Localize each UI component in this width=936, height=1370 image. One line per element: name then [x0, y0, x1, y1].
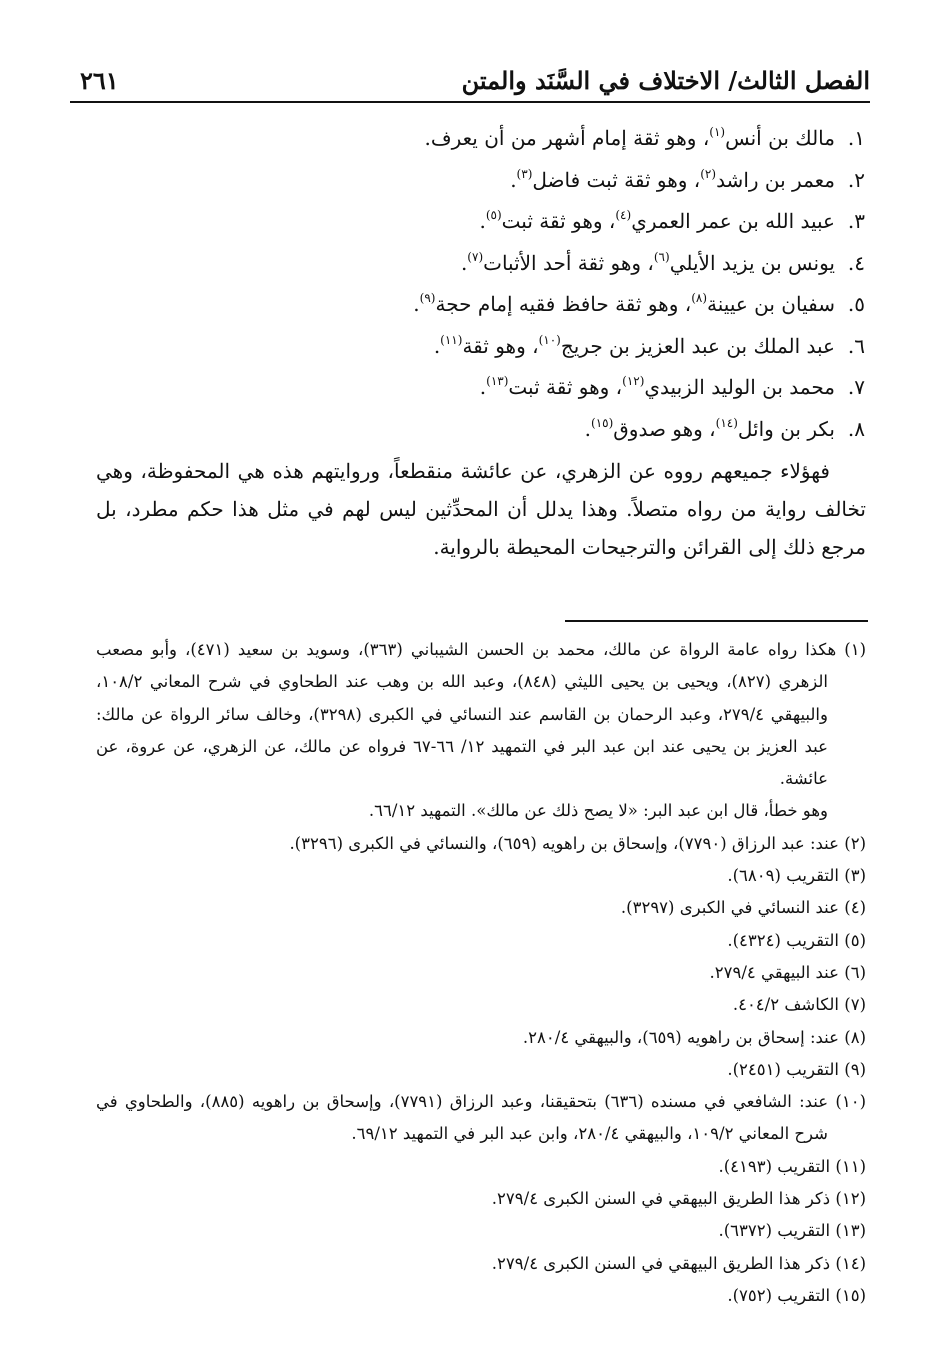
narrators-list — [90, 118, 865, 450]
body-paragraph: فهؤلاء جميعهم رووه عن الزهري، عن عائشة منقطعاً، وروايتهم هذه هي المحفوظة، وهي تخالف رواية من رواه متصلاً. وهذا يدلل أن المحدِّثين ليس لهم في مثل هذا حكم مطرد، بل مرجع ذلك إلى القرائن والترجيحات المحيطة بالرواية. — [96, 459, 866, 559]
narrator-grade: ، وهو ثقة — [462, 333, 539, 358]
item-number: ١. — [847, 126, 865, 150]
footnote: (٩) التقريب (٢٤٥١). — [727, 1059, 866, 1079]
page-number: ٢٦١ — [80, 66, 119, 95]
footnote-divider — [565, 620, 868, 622]
list-item — [90, 409, 865, 451]
footnote: (١٢) ذكر هذا الطريق البيهقي في السنن الكبرى ٢٧٩/٤. — [491, 1189, 866, 1209]
narrator-name: عبد الملك بن عبد العزيز بن جريج — [560, 333, 835, 358]
item-number: ٤. — [847, 250, 865, 275]
footnote: (٤) عند النسائي في الكبرى (٣٢٩٧). — [620, 898, 866, 918]
footnote: (١٥) التقريب (٧٥٢). — [727, 1285, 866, 1305]
list-item — [90, 160, 865, 202]
narrator-grade: ، وهو صدوق — [613, 416, 716, 441]
footnote: (٨) عند: إسحاق بن راهويه (٦٥٩)، والبيهقي ٢٨٠/٤. — [522, 1027, 866, 1047]
item-number: ٧. — [847, 375, 865, 399]
footnote: (١٣) التقريب (٦٣٧٢). — [718, 1221, 866, 1241]
item-number: ٥. — [847, 292, 865, 316]
footnote: (١١) التقريب (٤١٩٣). — [718, 1156, 866, 1176]
footnotes-list — [96, 634, 866, 1312]
narrator-name: عبيد الله بن عمر العمري — [631, 209, 835, 233]
punctuation: . — [460, 250, 468, 275]
list-item — [90, 201, 865, 243]
punctuation: . — [433, 333, 441, 358]
footnote-ref: (٦) — [653, 249, 670, 264]
footnote: (١٤) ذكر هذا الطريق البيهقي في السنن الكبرى ٢٧٩/٤. — [491, 1253, 866, 1273]
narrator-name: معمر بن راشد — [716, 167, 835, 192]
footnote-ref: (١٣) — [486, 374, 509, 388]
footnote-continuation: وهو خطأ، قال ابن عبد البر: «لا يصح ذلك عن مالك». التمهيد ٦٦/١٢. — [368, 801, 828, 821]
footnote: (٧) الكاشف ٤٠٤/٢. — [732, 995, 866, 1015]
narrator-name: مالك بن أنس — [725, 126, 835, 150]
punctuation: . — [479, 375, 487, 399]
footnote-ref: (٧) — [467, 249, 484, 264]
narrator-grade: ، وهو ثقة ثبت — [501, 209, 616, 233]
punctuation: . — [479, 209, 486, 233]
footnote-ref: (٢) — [700, 166, 717, 181]
list-item — [90, 243, 865, 285]
list-item — [90, 118, 865, 160]
footnote: (٣) التقريب (٦٨٠٩). — [727, 866, 866, 886]
narrator-grade: ، وهو ثقة حافظ فقيه إمام حجة — [435, 292, 692, 316]
footnote-ref: (٩) — [419, 291, 436, 305]
item-number: ٨. — [847, 416, 865, 441]
footnote-ref: (٣) — [516, 166, 533, 181]
page-header — [70, 56, 870, 106]
footnote-ref: (٥) — [485, 208, 502, 222]
narrator-grade: ، وهو ثقة إمام أشهر من أن يعرف. — [424, 126, 710, 150]
footnote-ref: (١) — [709, 125, 726, 139]
footnote-ref: (٨) — [691, 291, 708, 305]
list-item — [90, 284, 865, 326]
footnote-ref: (١٠) — [538, 332, 561, 347]
narrator-name: يونس بن يزيد الأيلي — [669, 250, 835, 275]
item-number: ٢. — [847, 167, 865, 192]
footnote-ref: (١١) — [440, 332, 463, 347]
item-number: ٣. — [847, 209, 865, 233]
footnote: (٢) عند: عبد الرزاق (٧٧٩٠)، وإسحاق بن راهويه (٦٥٩)، والنسائي في الكبرى (٣٢٩٦). — [289, 833, 866, 853]
footnote-ref: (١٥) — [591, 415, 614, 430]
item-number: ٦. — [847, 333, 865, 358]
punctuation: . — [413, 292, 420, 316]
narrator-name: بكر بن وائل — [737, 416, 835, 441]
narrator-grade: ، وهو ثقة ثبت فاضل — [532, 167, 701, 192]
footnote: (١) هكذا رواه عامة الرواة عن مالك، محمد بن الحسن الشيباني (٣٦٣)، وسويد بن سعيد (٤٧١)، وأبو مصعب الزهري (٨٢٧)، ويحيى بن يحيى الليثي (٨٤٨)، وعبد الله بن وهب عند الطحاوي في شرح المعاني ١٠٨/٢، والبيهقي ٢٧٩/٤، وعبد الرحمان بن القاسم عند النسائي في الكبرى (٣٢٩٨)، وخالف سائر الرواة عن مالك: عبد العزيز بن يحيى عند ابن عبد البر في التمهيد ١٢/ ٦٦-٦٧ فرواه عن مالك، عن الزهري، عن عروة، عن عائشة. — [96, 640, 867, 789]
list-item — [90, 326, 865, 368]
narrator-name: محمد بن الوليد الزبيدي — [644, 375, 835, 399]
narrator-grade: ، وهو ثقة ثبت — [508, 375, 623, 399]
footnote: (٥) التقريب (٤٣٢٤). — [727, 930, 866, 950]
footnote-ref: (٤) — [615, 208, 632, 222]
footnote: (١٠) عند: الشافعي في مسنده (٦٣٦) بتحقيقنا، وعبد الرزاق (٧٧٩١)، وإسحاق بن راهويه (٨٨٥)، والطحاوي في شرح المعاني ١٠٩/٢، والبيهقي ٢٨٠/٤، وابن عبد البر في التمهيد ٦٩/١٢. — [96, 1092, 866, 1144]
punctuation: . — [584, 416, 591, 441]
footnote: (٦) عند البيهقي ٢٧٩/٤. — [709, 962, 866, 982]
footnote-ref: (١٢) — [622, 374, 645, 388]
narrator-grade: ، وهو ثقة أحد الأثبات — [483, 250, 654, 275]
punctuation: . — [510, 167, 517, 192]
chapter-title: الفصل الثالث/ الاختلاف في السَّنَد والمتن — [461, 66, 870, 95]
list-item — [90, 367, 865, 409]
narrator-name: سفيان بن عيينة — [707, 292, 835, 316]
footnote-ref: (١٤) — [715, 415, 738, 430]
header-divider — [70, 101, 870, 103]
